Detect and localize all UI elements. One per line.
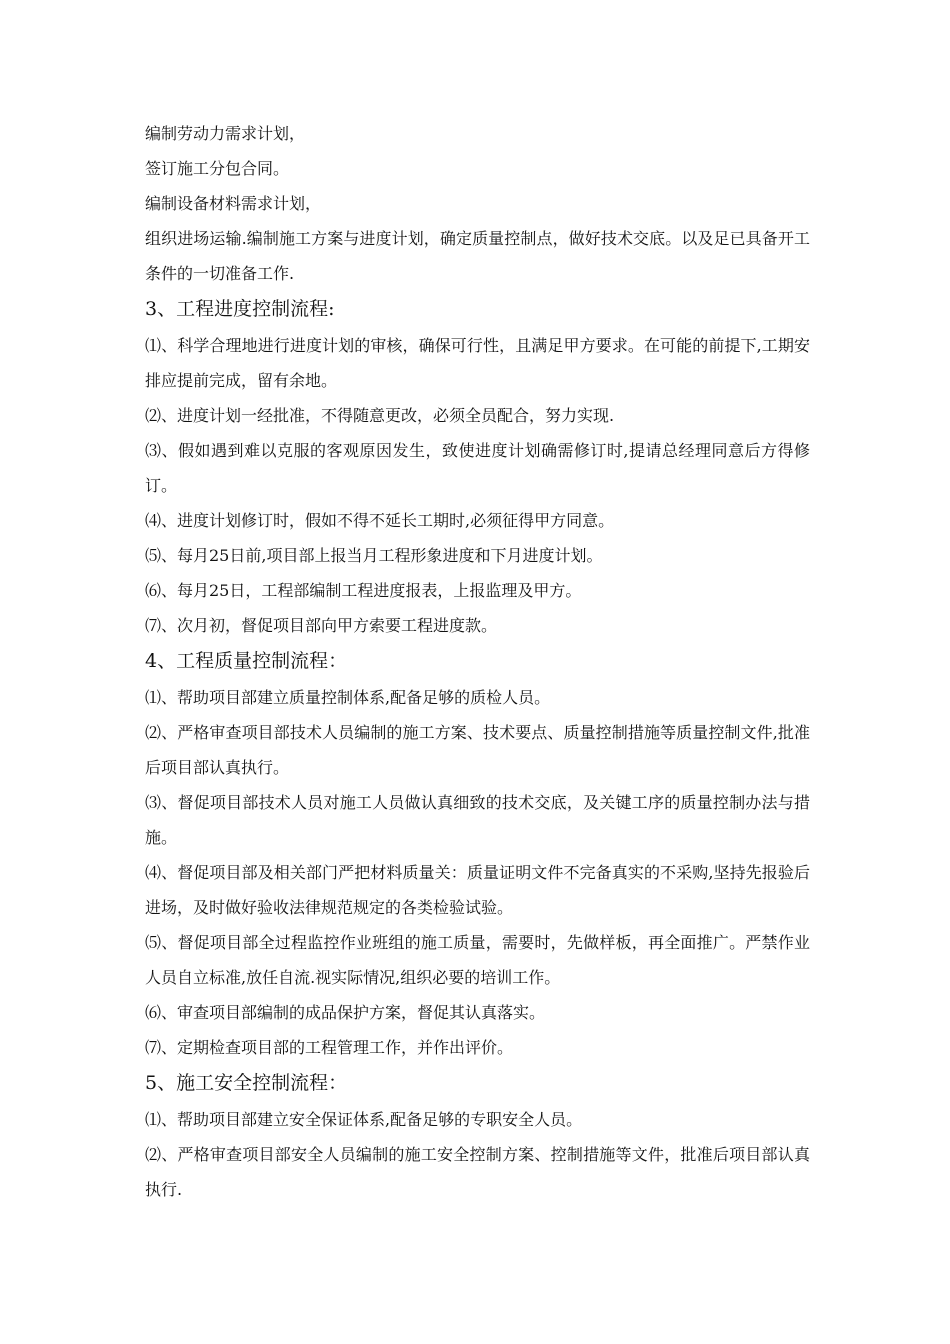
section-heading: 3、工程进度控制流程: — [145, 298, 335, 320]
list-item: ⑺、定期检查项目部的工程管理工作，并作出评价。 — [145, 1038, 514, 1057]
list-item: ⑴、帮助项目部建立安全保证体系,配备足够的专职安全人员。 — [145, 1110, 583, 1129]
intro-paragraph: 组织进场运输.编制施工方案与进度计划，确定质量控制点，做好技术交底。以及足已具备开工条件的一切准备工作. — [145, 229, 810, 283]
list-item: ⑵、严格审查项目部安全人员编制的施工安全控制方案、控制措施等文件，批准后项目部认真执行. — [145, 1145, 810, 1199]
list-item: ⑺、次月初，督促项目部向甲方索要工程进度款。 — [145, 616, 498, 635]
list-item: ⑸、每月25日前,项目部上报当月工程形象进度和下月进度计划。 — [145, 546, 603, 565]
intro-line: 签订施工分包合同。 — [145, 159, 290, 178]
list-item: ⑷、督促项目部及相关部门严把材料质量关：质量证明文件不完备真实的不采购,坚持先报验后进场，及时做好验收法律规范规定的各类检验试验。 — [145, 863, 810, 917]
intro-line: 编制设备材料需求计划， — [145, 194, 322, 213]
section-quality-control — [145, 643, 810, 1065]
list-item: ⑹、每月25日，工程部编制工程进度报表，上报监理及甲方。 — [145, 581, 582, 600]
list-item: ⑵、严格审查项目部技术人员编制的施工方案、技术要点、质量控制措施等质量控制文件,批准后项目部认真执行。 — [145, 723, 810, 777]
section-progress-control — [145, 291, 810, 643]
list-item: ⑴、帮助项目部建立质量控制体系,配备足够的质检人员。 — [145, 688, 551, 707]
list-item: ⑴、科学合理地进行进度计划的审核，确保可行性，且满足甲方要求。在可能的前提下,工期安排应提前完成，留有余地。 — [145, 336, 810, 390]
list-item: ⑶、假如遇到难以克服的客观原因发生，致使进度计划确需修订时,提请总经理同意后方得修订。 — [145, 441, 810, 495]
section-safety-control — [145, 1065, 810, 1207]
intro-line: 编制劳动力需求计划， — [145, 124, 306, 143]
list-item: ⑶、督促项目部技术人员对施工人员做认真细致的技术交底，及关键工序的质量控制办法与措施。 — [145, 793, 810, 847]
list-item: ⑸、督促项目部全过程监控作业班组的施工质量，需要时，先做样板，再全面推广。严禁作业人员自立标准,放任自流.视实际情况,组织必要的培训工作。 — [145, 933, 810, 987]
document-body — [145, 116, 810, 1207]
section-heading: 5、施工安全控制流程： — [145, 1072, 348, 1094]
list-item: ⑵、进度计划一经批准，不得随意更改，必须全员配合，努力实现. — [145, 406, 615, 425]
list-item: ⑹、审查项目部编制的成品保护方案，督促其认真落实。 — [145, 1003, 546, 1022]
list-item: ⑷、进度计划修订时，假如不得不延长工期时,必须征得甲方同意。 — [145, 511, 615, 530]
section-heading: 4、工程质量控制流程： — [145, 650, 348, 672]
